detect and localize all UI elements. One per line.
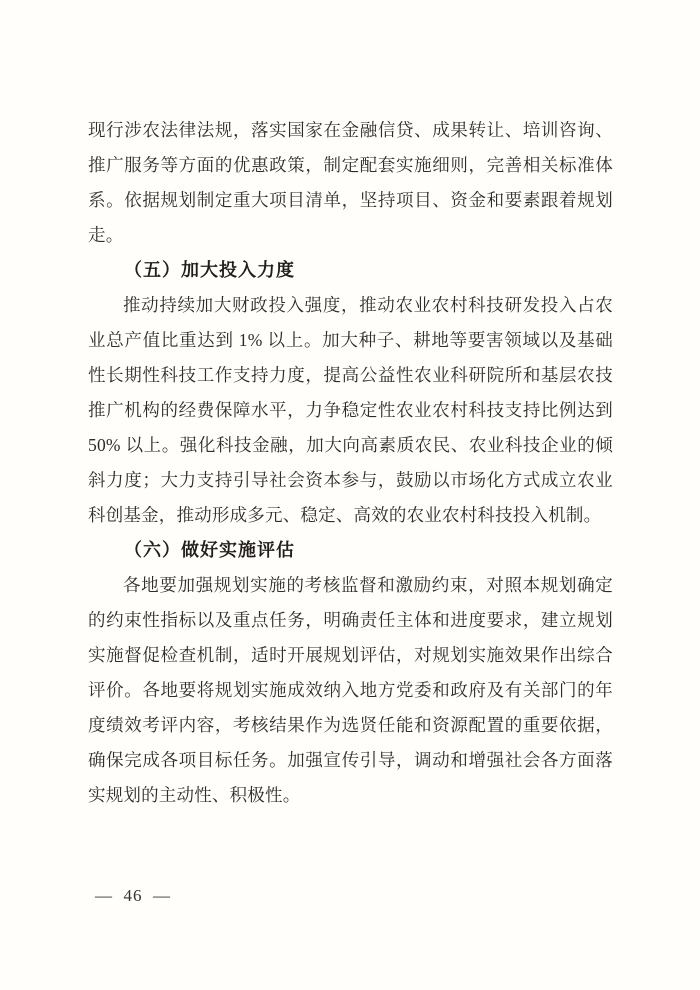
paragraph: 推动持续加大财政投入强度，推动农业农村科技研发投入占农业总产值比重达到 1% 以上。加大种子、耕地等要害领域以及基础性长期性科技工作支持力度，提高公益性农业科研院所和基层农技推广机构的经费保障水平，力争稳定性农业农村科技支持比例达到 50% 以上。强化科技金融，加大向高素质农民、农业科技企业的倾斜力度；大力支持引导社会资本参与，鼓励以市场化方式成立农业科创基金，推动形成多元、稳定、高效的农业农村科技投入机制。	[88, 295, 613, 525]
paragraph: 各地要加强规划实施的考核监督和激励约束，对照本规划确定的约束性指标以及重点任务，明确责任主体和进度要求，建立规划实施督促检查机制，适时开展规划评估，对规划实施效果作出综合评价。各地要将规划实施成效纳入地方党委和政府及有关部门的年度绩效考评内容，考核结果作为选贤任能和资源配置的重要依据，确保完成各项目标任务。加强宣传引导，调动和增强社会各方面落实规划的主动性、积极性。	[88, 575, 613, 805]
paragraph: 现行涉农法律法规，落实国家在金融信贷、成果转让、培训咨询、推广服务等方面的优惠政策，制定配套实施细则，完善相关标准体系。依据规划制定重大项目清单，坚持项目、资金和要素跟着规划走。	[88, 120, 613, 245]
document-body	[88, 113, 613, 813]
section-heading: （六）做好实施评估	[124, 540, 295, 560]
section-heading: （五）加大投入力度	[124, 260, 295, 280]
page-number: — 46 —	[95, 886, 171, 905]
